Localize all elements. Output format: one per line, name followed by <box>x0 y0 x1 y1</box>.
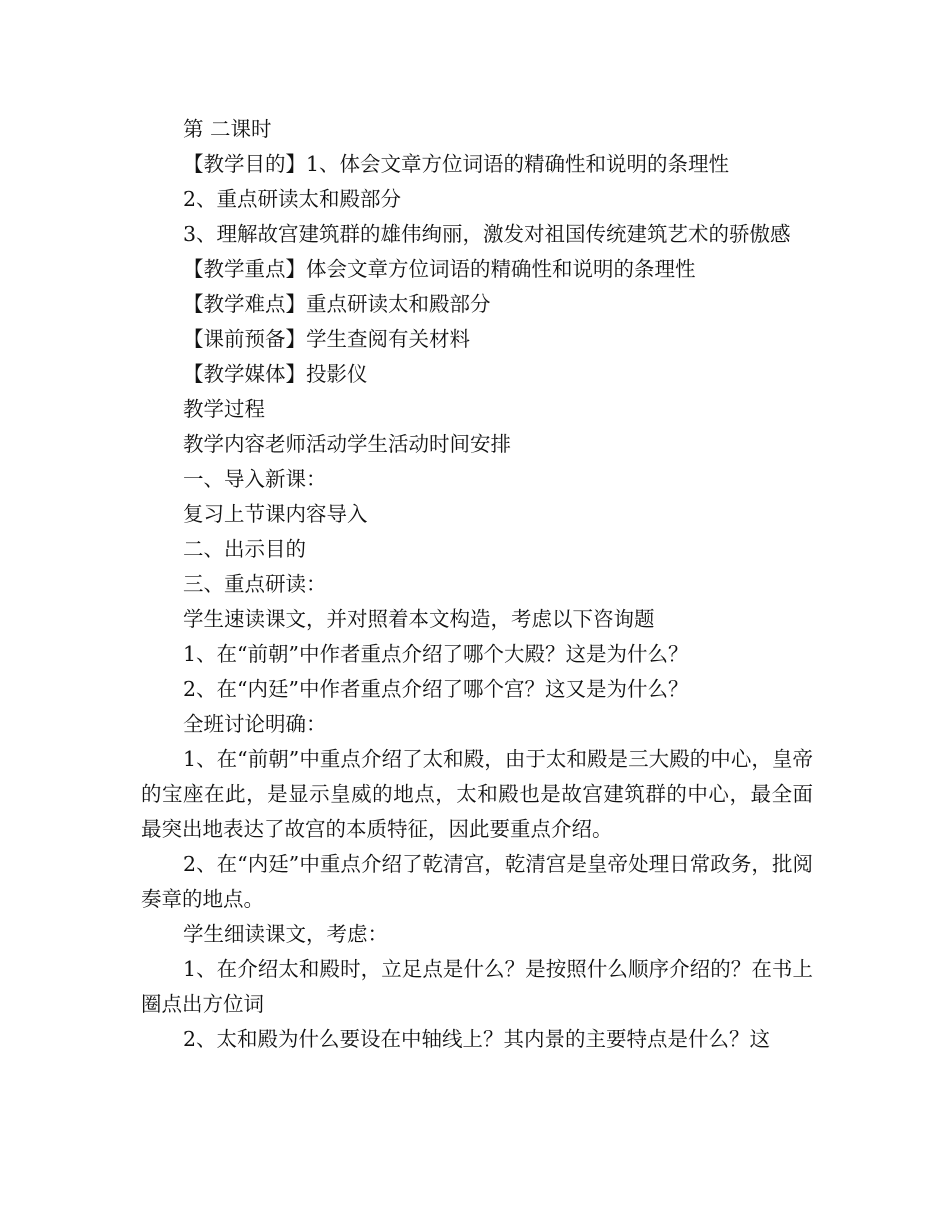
teaching-focus: 【教学重点】体会文章方位词语的精确性和说明的条理性 <box>183 257 696 281</box>
answer-2: 2、在“内廷”中重点介绍了乾清宫，乾清宫是皇帝处理日常政务，批阅奏章的地点。 <box>141 852 813 911</box>
section-introduction: 一、导入新课： <box>183 467 327 491</box>
question-1: 1、在“前朝”中作者重点介绍了哪个大殿？这是为什么？ <box>183 642 689 666</box>
class-discussion-heading: 全班讨论明确： <box>183 712 327 736</box>
teaching-difficulty: 【教学难点】重点研读太和殿部分 <box>183 292 491 316</box>
teaching-objective-3: 3、理解故宫建筑群的雄伟绚丽，激发对祖国传统建筑艺术的骄傲感 <box>183 222 791 246</box>
section-key-study: 三、重点研读： <box>183 572 327 596</box>
teaching-objective-2: 2、重点研读太和殿部分 <box>183 187 402 211</box>
close-read-question-2: 2、太和殿为什么要设在中轴线上？其内景的主要特点是什么？这 <box>183 1027 771 1051</box>
question-2: 2、在“内廷”中作者重点介绍了哪个宫？这又是为什么？ <box>183 677 689 701</box>
section-show-objectives: 二、出示目的 <box>183 537 306 561</box>
pre-class-preparation: 【课前预备】学生查阅有关材料 <box>183 327 470 351</box>
close-read-question-1: 1、在介绍太和殿时，立足点是什么？是按照什么顺序介绍的？在书上圈点出方位词 <box>141 957 813 1016</box>
quick-read-instruction: 学生速读课文，并对照着本文构造，考虑以下咨询题 <box>183 607 655 631</box>
table-header-line: 教学内容老师活动学生活动时间安排 <box>183 432 511 456</box>
close-read-instruction: 学生细读课文，考虑： <box>183 922 388 946</box>
teaching-process-heading: 教学过程 <box>183 397 265 421</box>
introduction-content: 复习上节课内容导入 <box>183 502 368 526</box>
answer-1: 1、在“前朝”中重点介绍了太和殿，由于太和殿是三大殿的中心，皇帝的宝座在此，是显示皇威的地点，太和殿也是故宫建筑群的中心，最全面最突出地表达了故宫的本质特征，因此要重点介绍。 <box>141 747 813 841</box>
lesson-heading: 第 二课时 <box>183 117 272 141</box>
document-body <box>141 112 813 1057</box>
teaching-media: 【教学媒体】投影仪 <box>183 362 368 386</box>
teaching-objective-1: 【教学目的】1、体会文章方位词语的精确性和说明的条理性 <box>183 152 730 176</box>
